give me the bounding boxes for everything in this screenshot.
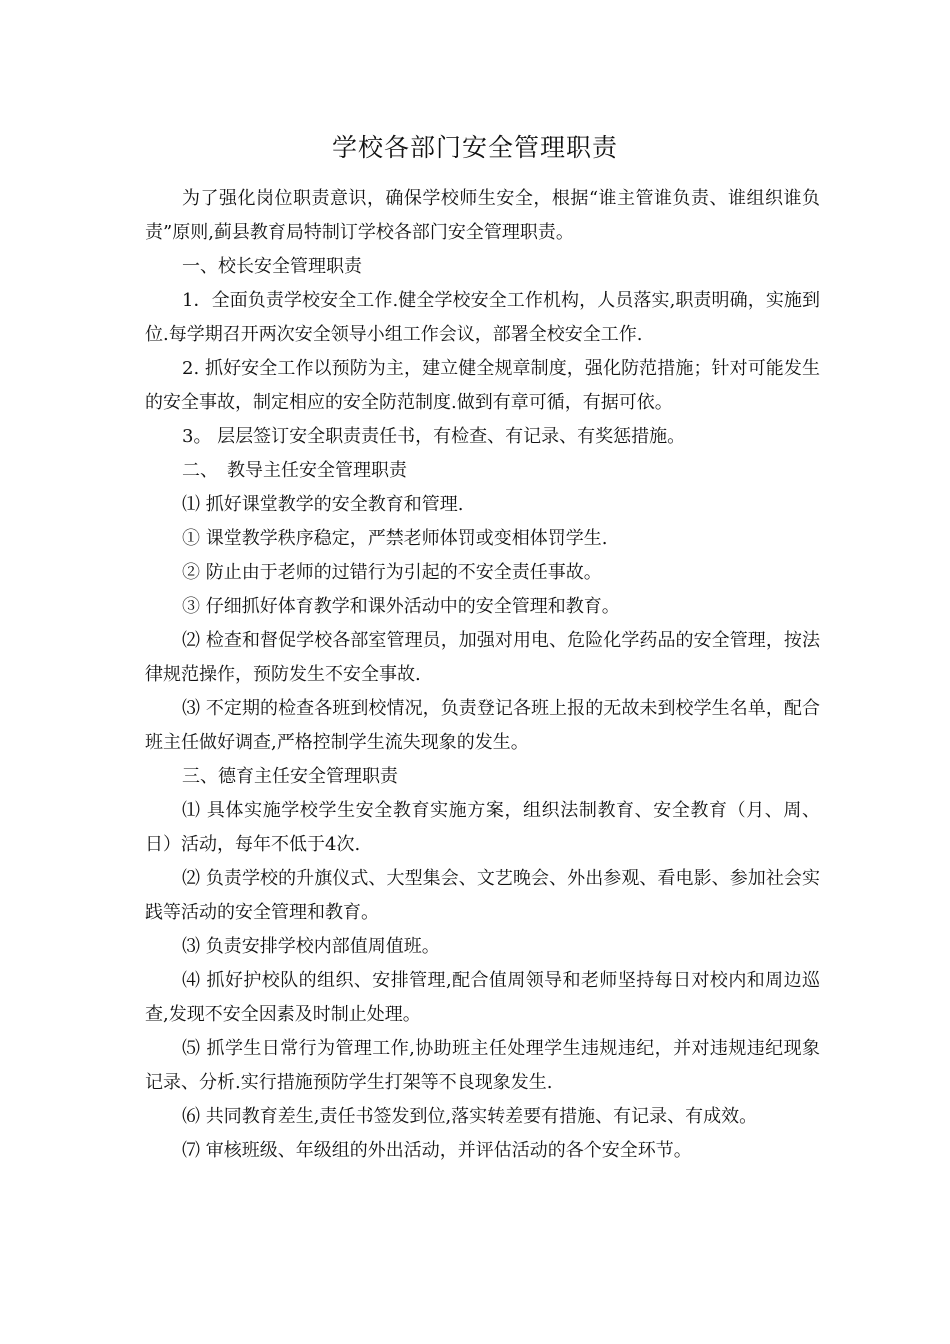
- academic-subitem-2: ② 防止由于老师的过错行为引起的不安全责任事故。: [182, 562, 602, 583]
- section-heading-academic-director: 二、 教导主任安全管理职责: [182, 460, 407, 481]
- academic-item-2: ⑵ 检查和督促学校各部室管理员，加强对用电、危险化学药品的安全管理，按法律规范操作，预防发生不安全事故.: [145, 630, 820, 685]
- section-heading-principal: 一、校长安全管理职责: [182, 256, 362, 277]
- moral-item-3: ⑶ 负责安排学校内部值周值班。: [182, 936, 440, 957]
- moral-item-4: ⑷ 抓好护校队的组织、安排管理,配合值周领导和老师坚持每日对校内和周边巡查,发现不安全因素及时制止处理。: [145, 970, 820, 1025]
- document-title: 学校各部门安全管理职责: [331, 133, 618, 162]
- moral-item-2: ⑵ 负责学校的升旗仪式、大型集会、文艺晚会、外出参观、看电影、参加社会实践等活动的安全管理和教育。: [145, 868, 820, 923]
- principal-item-1: 1．全面负责学校安全工作.健全学校安全工作机构，人员落实,职责明确，实施到位.每学期召开两次安全领导小组工作会议，部署全校安全工作.: [145, 290, 820, 345]
- moral-item-6: ⑹ 共同教育差生,责任书签发到位,落实转差要有措施、有记录、有成效。: [182, 1106, 758, 1127]
- principal-item-3: 3。 层层签订安全职责责任书，有检查、有记录、有奖惩措施。: [182, 426, 686, 447]
- moral-item-5: ⑸ 抓学生日常行为管理工作,协助班主任处理学生违规违纪，并对违规违纪现象记录、分析.实行措施预防学生打架等不良现象发生.: [145, 1038, 820, 1093]
- moral-item-7: ⑺ 审核班级、年级组的外出活动，并评估活动的各个安全环节。: [182, 1140, 692, 1161]
- academic-subitem-3: ③ 仔细抓好体育教学和课外活动中的安全管理和教育。: [182, 596, 620, 617]
- academic-subitem-1: ① 课堂教学秩序稳定，严禁老师体罚或变相体罚学生.: [182, 528, 608, 549]
- principal-item-2: 2. 抓好安全工作以预防为主，建立健全规章制度，强化防范措施；针对可能发生的安全事故，制定相应的安全防范制度.做到有章可循，有据可依。: [145, 358, 820, 413]
- section-heading-moral-director: 三、德育主任安全管理职责: [182, 766, 398, 787]
- moral-item-1: ⑴ 具体实施学校学生安全教育实施方案，组织法制教育、安全教育（月、周、日）活动，每年不低于4次.: [145, 800, 820, 855]
- academic-item-1: ⑴ 抓好课堂教学的安全教育和管理.: [182, 494, 464, 515]
- intro-paragraph: 为了强化岗位职责意识，确保学校师生安全，根据“谁主管谁负责、谁组织谁负责”原则,蓟县教育局特制订学校各部门安全管理职责。: [145, 188, 820, 243]
- document-body: [145, 182, 820, 1168]
- academic-item-3: ⑶ 不定期的检查各班到校情况，负责登记各班上报的无故未到校学生名单，配合班主任做好调查,严格控制学生流失现象的发生。: [145, 698, 820, 753]
